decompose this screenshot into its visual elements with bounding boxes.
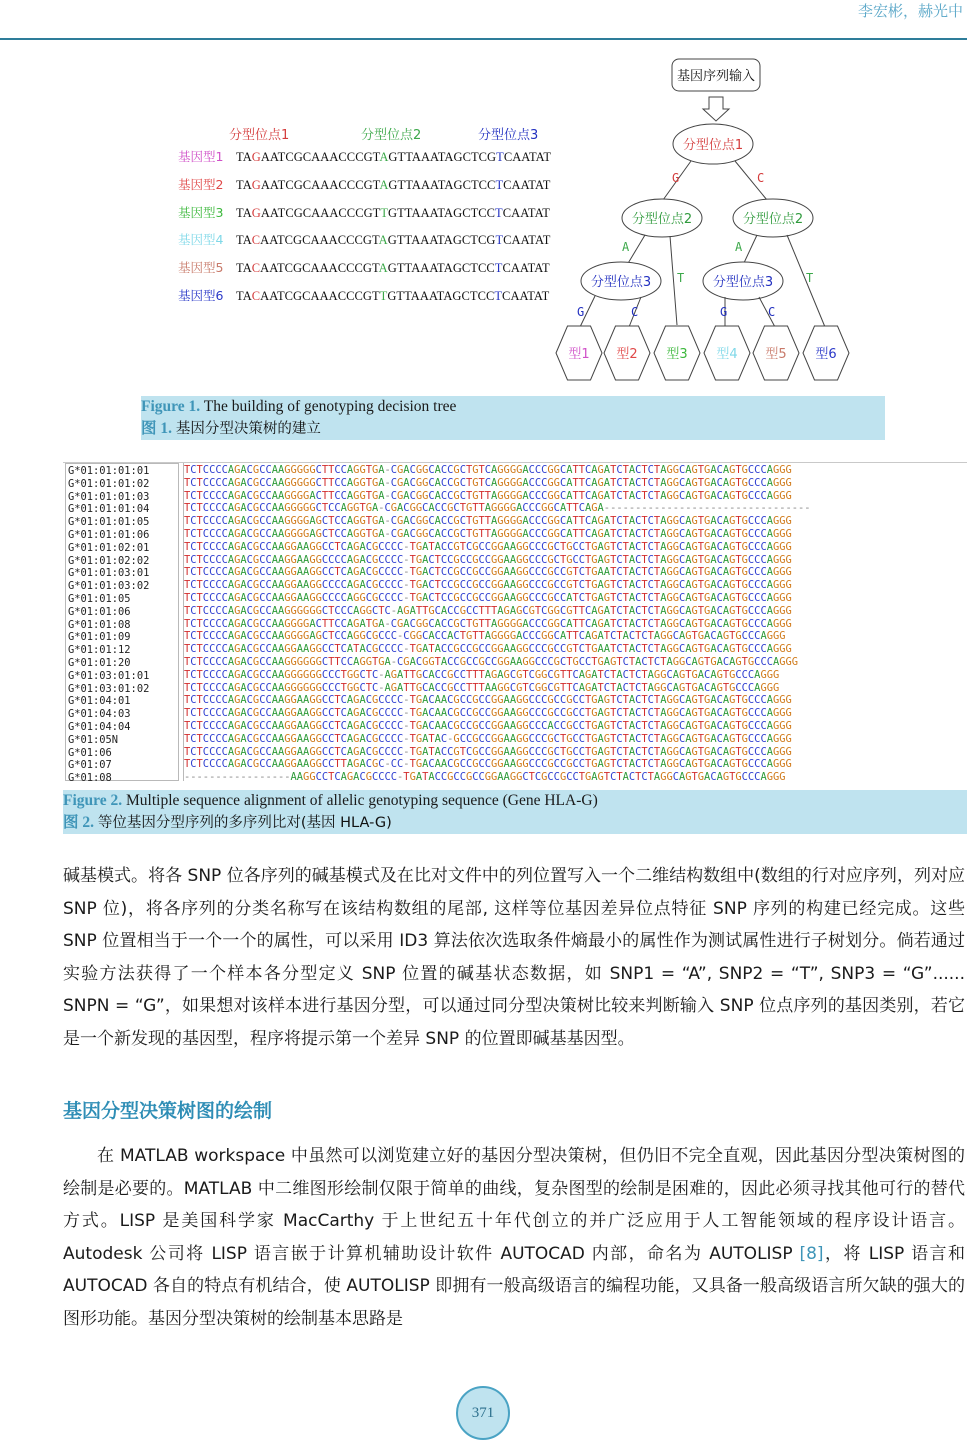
aligned-sequence: TCTCCCCAGACGCCAAGGAAGGCCTTAGACGC-CC-TGACAACGCCGCCGGAAGGCCCGCCGCCTGAGTCTACTCTAGGCAGTGACAGTGCCCAGGG bbox=[184, 758, 792, 771]
figure2-caption-zh: 等位基因分型序列的多序列比对(基因 HLA-G) bbox=[97, 815, 392, 831]
genotype-name: 基因型4 bbox=[178, 232, 224, 248]
allele-name: G*01:08 bbox=[68, 772, 112, 781]
allele-name: G*01:05N bbox=[68, 733, 119, 746]
figure1-alignment bbox=[178, 120, 578, 310]
tree-leaf-label: 型1 bbox=[568, 347, 590, 362]
aligned-sequence: TCTCCCCAGACGCCAAGGAAGGCCTCAGACGCCCC-TGACAACGCCGCCGGAAGGCCCGCCGCCTGAGTCTACTCTAGGCAGTGACAGTGCCCAGGG bbox=[184, 707, 792, 720]
figure2-sequences bbox=[183, 463, 967, 781]
site-label-1: 分型位点1 bbox=[229, 128, 290, 143]
allele-name: G*01:07 bbox=[68, 759, 112, 772]
citation-link[interactable]: [8] bbox=[799, 1243, 824, 1264]
edge-label-c: C bbox=[757, 171, 765, 185]
edge-label-t: T bbox=[677, 271, 685, 285]
edge-label-g: G bbox=[672, 171, 680, 185]
genotype-name: 基因型6 bbox=[178, 288, 224, 303]
allele-name: G*01:03:01:02 bbox=[68, 682, 150, 695]
genotype-name: 基因型2 bbox=[178, 176, 224, 192]
aligned-sequence: TCTCCCCAGACGCCAAGGAAGGCCTCAGACGCCCC-TGACAACGCCGCCGGAAGGCCCACCGCCTGAGTCTACTCTAGGCAGTGACAGTGCCCAGGG bbox=[184, 719, 792, 732]
aligned-sequence: TCTCCCCAGACGCCAAGGAAGGCCTCAGACGCCCC-TGATACCGTCGCCGGAAGGCCCGCTGCCTGAGTCTACTCTAGGCAGTGACAGTGCCCAGGG bbox=[184, 540, 792, 553]
figure2-sequence-names bbox=[65, 463, 179, 781]
aligned-sequence: TCTCCCCAGACGCCAAGGGGAGCTCCAGGTGA-CGACGGCACCGCTGTTAGGGGACCCGGCATTCAGATCTACTCTAGGCAGTGACAGTGCCCAGGG bbox=[184, 515, 792, 528]
header-rule bbox=[0, 38, 967, 40]
body-paragraph-2a: 在 MATLAB workspace 中虽然可以浏览建立好的基因分型决策树，但仍旧不完全直观，因此基因分型决策树图的绘制是必要的。MATLAB 中二维图形绘制仅限于简单的曲线，复杂图型的绘制是困难的，因此必须寻找其他可行的替代方式。LISP 是美国科学家 MacCarthy 于上世纪五十年代创立的并广泛应用于人工智能领域的程序设计语言。Autodesk 公司将 LISP 语言嵌于计算机辅助设计软件 AUTOCAD 内部，命名为 AUTOLISP bbox=[63, 1146, 965, 1264]
figure2-caption-en: Multiple sequence alignment of allelic genotyping sequence (Gene HLA-G) bbox=[126, 792, 598, 809]
tree-node-site3-left-label: 分型位点3 bbox=[590, 275, 652, 290]
edge-label-t: T bbox=[806, 271, 814, 285]
edge-label-a: A bbox=[622, 240, 630, 254]
allele-name: G*01:01:20 bbox=[68, 656, 131, 669]
allele-name: G*01:04:03 bbox=[68, 708, 131, 721]
tree-node-site2-right-label: 分型位点2 bbox=[742, 212, 804, 227]
genotype-name: 基因型3 bbox=[178, 204, 224, 220]
aligned-sequence: TCTCCCCAGACGCCAAGGGGGGCCCTGGCTC-AGATTGCACCGCCTTTAAGGCGTCGGCGTTCAGATCTACTCTAGGCAGTGACAGTGCCCAGGG bbox=[184, 681, 780, 694]
figure2-caption-zh-num: 图 2. bbox=[63, 814, 95, 831]
aligned-sequence: TCTCCCCAGACGCCAAGGAAGGCCTCAGACGCCCC-TGATAC-GCCGCCGGAAGGCCCGCTGCCTGAGTCTACTCTAGGCAGTGACAGTGCCCAGGG bbox=[184, 732, 792, 745]
genotype-row bbox=[178, 230, 550, 250]
allele-name: G*01:03:01:01 bbox=[68, 669, 150, 682]
allele-name: G*01:01:02:02 bbox=[68, 554, 150, 567]
tree-leaf-label: 型4 bbox=[716, 347, 738, 362]
edge-label-g: G bbox=[720, 305, 728, 319]
body-paragraph-1: 碱基模式。将各 SNP 位各序列的碱基模式及在比对文件中的列位置写入一个二维结构数组中(数组的行对应序列，列对应 SNP 位)，将各序列的分类名称写在该结构数组的尾部, 这样等位基因差异位点特征 SNP 序列的构建已经完成。这些 SNP 位置相当于一个一个的属性，可以采用 ID3 算法依次选取条件熵最小的属性作为测试属性进行子树划分。倘若通过实验方法获得了一个样本各分型定义 SNP 位置的碱基状态数据，如 SNP1 = “A”, SNP2 = “T”, SNP3 = “G”...... SNPN = “G”，如果想对该样本进行基因分型，可以通过同分型决策树比较来判断输入 SNP 位点序列的基因类别，若它是一个新发现的基因型，程序将提示第一个差异 SNP 的位置即碱基基因型。 bbox=[63, 866, 965, 1049]
genotype-name: 基因型5 bbox=[178, 260, 224, 276]
allele-name: G*01:01:08 bbox=[68, 618, 131, 631]
aligned-sequence: TCTCCCCAGACGCCAAGGGGGCTTCCAGGTGA-CGACGGCACCGCTGTCAGGGGACCCGGCATTCAGATCTACTCTAGGCAGTGACAGTGCCCAGGG bbox=[184, 464, 792, 476]
aligned-sequence: -----------------AAGGCCTCAGACGCCCC-TGATACCGCCGCCGGAAGGCTCGCCGCCTGAGTCTACTCTAGGCAGTGACAGTGCCCAGGG bbox=[184, 771, 786, 781]
allele-name: G*01:06 bbox=[68, 746, 112, 759]
allele-name: G*01:01:01:03 bbox=[68, 490, 150, 503]
allele-name: G*01:01:01:04 bbox=[68, 503, 150, 516]
tree-node-site1-label: 分型位点1 bbox=[682, 138, 744, 153]
aligned-sequence: TCTCCCCAGACGCCAAGGGGGGCTTCCAGGTGA-CGACGGTACCGCCGCCGGAAGGCCCGCTGCCTGAGTCTACTCTAGGCAGTGACAGTGCCCAGGG bbox=[184, 655, 799, 668]
site-label-3: 分型位点3 bbox=[478, 128, 539, 143]
tree-edge bbox=[627, 235, 645, 265]
genotype-sequence: TAGAATCGCAAACCCGTAGTTAAATAGCTCGTCAATAT bbox=[236, 150, 552, 164]
page-number: 371 bbox=[456, 1386, 510, 1440]
aligned-sequence: TCTCCCCAGACGCCAAGGAAGGCCTCAGACGCCCC-TGACTCCGCCGCCGGAAGGCCCGCCGTCTGAATCTACTCTAGGCAGTGACAGTGCCCAGGG bbox=[184, 566, 792, 579]
genotype-sequence: TACAATCGCAAACCCGTAGTTAAATAGCTCCTCAATAT bbox=[236, 261, 550, 276]
allele-name: G*01:01:03:01 bbox=[68, 567, 150, 580]
allele-name: G*01:01:01:01 bbox=[68, 465, 150, 477]
allele-name: G*01:01:06 bbox=[68, 605, 131, 618]
allele-name: G*01:01:09 bbox=[68, 631, 131, 644]
genotype-sequence: TACAATCGCAAACCCGTAGTTAAATAGCTCGTCAATAT bbox=[236, 233, 551, 248]
figure2-caption-en-num: Figure 2. bbox=[63, 792, 123, 809]
tree-node-site3-right-label: 分型位点3 bbox=[712, 275, 774, 290]
edge-label-a: A bbox=[735, 240, 743, 254]
figure1-decision-tree bbox=[545, 55, 875, 390]
header-authors: 李宏彬，赫光中 bbox=[857, 4, 963, 20]
allele-name: G*01:01:02:01 bbox=[68, 541, 150, 554]
figure1-caption-zh-num: 图 1. bbox=[141, 420, 173, 437]
genotype-row bbox=[178, 175, 550, 195]
aligned-sequence: TCTCCCCAGACGCCAAGGAAGGCCTCAGACGCCCC-TGATACCGTCGCCGGAAGGCCCGCTGCCTGAGTCTACTCTAGGCAGTGACAGTGCCCAGGG bbox=[184, 745, 792, 758]
figure2-alignment bbox=[63, 462, 967, 781]
aligned-sequence: TCTCCCCAGACGCCAAGGGGGCTTCCAGGTGA-CGACGGCACCGCTGTCAGGGGACCCGGCATTCAGATCTACTCTAGGCAGTGACAGTGCCCAGGG bbox=[184, 476, 792, 489]
allele-name: G*01:01:01:06 bbox=[68, 528, 150, 541]
tree-input-label: 基因序列输入 bbox=[676, 69, 756, 84]
genotype-sequence: TAGAATCGCAAACCCGTAGTTAAATAGCTCCTCAATAT bbox=[236, 177, 551, 192]
figure1-caption-en-num: Figure 1. bbox=[141, 398, 201, 415]
aligned-sequence: TCTCCCCAGACGCCAAGGAAGGCCCCAGACGCCCC-TGACTCCGCCGCCGGAAGGCCCGCTGCCTGAGTCTACTCTAGGCAGTGACAGTGCCCAGGG bbox=[184, 553, 792, 566]
site-label-2: 分型位点2 bbox=[361, 128, 422, 143]
allele-name: G*01:01:12 bbox=[68, 644, 131, 657]
genotype-sequence: TAGAATCGCAAACCCGTTGTTAAATAGCTCCTCAATAT bbox=[236, 205, 550, 220]
figure1-caption-zh: 基因分型决策树的建立 bbox=[175, 421, 321, 437]
allele-name: G*01:01:03:02 bbox=[68, 580, 150, 593]
genotype-name: 基因型1 bbox=[178, 149, 224, 164]
allele-name: G*01:01:05 bbox=[68, 592, 131, 605]
genotype-row bbox=[178, 258, 550, 278]
tree-edge bbox=[670, 236, 677, 325]
tree-leaf-label: 型3 bbox=[666, 347, 688, 362]
genotype-sequence: TACAATCGCAAACCCGTTGTTAAATAGCTCCTCAATAT bbox=[236, 289, 550, 303]
tree-down-arrow bbox=[703, 97, 729, 121]
tree-leaf-label: 型5 bbox=[765, 347, 787, 362]
tree-edge bbox=[743, 235, 757, 265]
genotype-row bbox=[178, 286, 549, 306]
edge-label-c: C bbox=[768, 305, 776, 319]
aligned-sequence: TCTCCCCAGACGCCAAGGGGACTTCCAGATGA-CGACGGCACCGCTGTTAGGGGACCCGGCATTCAGATCTACTCTAGGCAGTGACAGTGCCCAGGG bbox=[184, 617, 792, 630]
tree-leaf-label: 型6 bbox=[815, 347, 837, 362]
aligned-sequence: TCTCCCCAGACGCCAAGGAAGGCCCCAGGCGCCCC-TGACTCCGCCGCCGGAAGGCCCGCCATCTGAGTCTACTCTAGGCAGTGACAGTGCCCAGGG bbox=[184, 591, 792, 604]
aligned-sequence: TCTCCCCAGACGCCAAGGAAGGCCTCATACGCCCC-TGATACCGCCGCCGGAAGGCCCGCCGTCTGAATCTACTCTAGGCAGTGACAGTGCCCAGGG bbox=[184, 643, 792, 656]
aligned-sequence: TCTCCCCAGACGCCAAGGGGGGCCCTGGCTC-AGATTGCACCGCCTTTAGAGCGTCGGCGTTCAGATCTACTCTAGGCAGTGACAGTGCCCAGGG bbox=[184, 668, 780, 681]
aligned-sequence: TCTCCCCAGACGCCAAGGGGGCTCCAGGTGA-CGACGGCACCGCTGTTAGGGGACCCGGCATTCAGA--------------------------------- bbox=[184, 502, 811, 515]
aligned-sequence: TCTCCCCAGACGCCAAGGGGAGCTCCAGGCGCCC-CGGCACCACTGTTAGGGGACCCGGCATTCAGATCTACTCTAGGCAGTGACAGTGCCCAGGG bbox=[184, 630, 786, 643]
genotype-row bbox=[178, 147, 551, 167]
edge-label-c: C bbox=[631, 305, 639, 319]
section-title: 基因分型决策树图的绘制 bbox=[63, 1100, 273, 1122]
allele-name: G*01:04:04 bbox=[68, 720, 131, 733]
figure1-caption-en: The building of genotyping decision tree bbox=[203, 398, 457, 415]
tree-leaf-label: 型2 bbox=[616, 347, 638, 362]
body-paragraph-2 bbox=[63, 1140, 965, 1335]
allele-name: G*01:01:01:02 bbox=[68, 477, 150, 490]
allele-name: G*01:01:01:05 bbox=[68, 516, 150, 529]
aligned-sequence: TCTCCCCAGACGCCAAGGAAGGCCCCAGACGCCCC-TGACTCCGCCGCCGGAAGGCCCGCCGTCTGAGTCTACTCTAGGCAGTGACAGTGCCCAGGG bbox=[184, 579, 792, 592]
allele-name: G*01:04:01 bbox=[68, 695, 131, 708]
body-paragraph-2b: ，将 LISP 语言和 AUTOCAD 各自的特点有机结合，使 AUTOLISP 即拥有一般高级语言的编程功能，又具备一般高级语言所欠缺的强大的图形功能。基因分型决策树的绘制基本思路是 bbox=[63, 1243, 966, 1329]
figure2-caption bbox=[63, 790, 967, 834]
figure1-caption bbox=[141, 396, 885, 440]
genotype-row bbox=[178, 203, 550, 223]
aligned-sequence: TCTCCCCAGACGCCAAGGAAGGCCTCAGACGCCCC-TGACAACGCCGCCGGAAGGCCCGCCGCCTGAGTCTACTCTAGGCAGTGACAGTGCCCAGGG bbox=[184, 694, 792, 707]
aligned-sequence: TCTCCCCAGACGCCAAGGGGGGCTCCCAGGCTC-AGATTGCACCGCCTTTAGAGCGTCGGCGTTCAGATCTACTCTAGGCAGTGACAGTGCCCAGGG bbox=[184, 604, 792, 617]
aligned-sequence: TCTCCCCAGACGCCAAGGGGACTTCCAGGTGA-CGACGGCACCGCTGTTAGGGGACCCGGCATTCAGATCTACTCTAGGCAGTGACAGTGCCCAGGG bbox=[184, 489, 792, 502]
tree-node-site2-left-label: 分型位点2 bbox=[631, 212, 693, 227]
aligned-sequence: TCTCCCCAGACGCCAAGGGGAGCTCCAGGTGA-CGACGGCACCGCTGTTAGGGGACCCGGCATTCAGATCTACTCTAGGCAGTGACAGTGCCCAGGG bbox=[184, 527, 792, 540]
edge-label-g: G bbox=[577, 305, 585, 319]
